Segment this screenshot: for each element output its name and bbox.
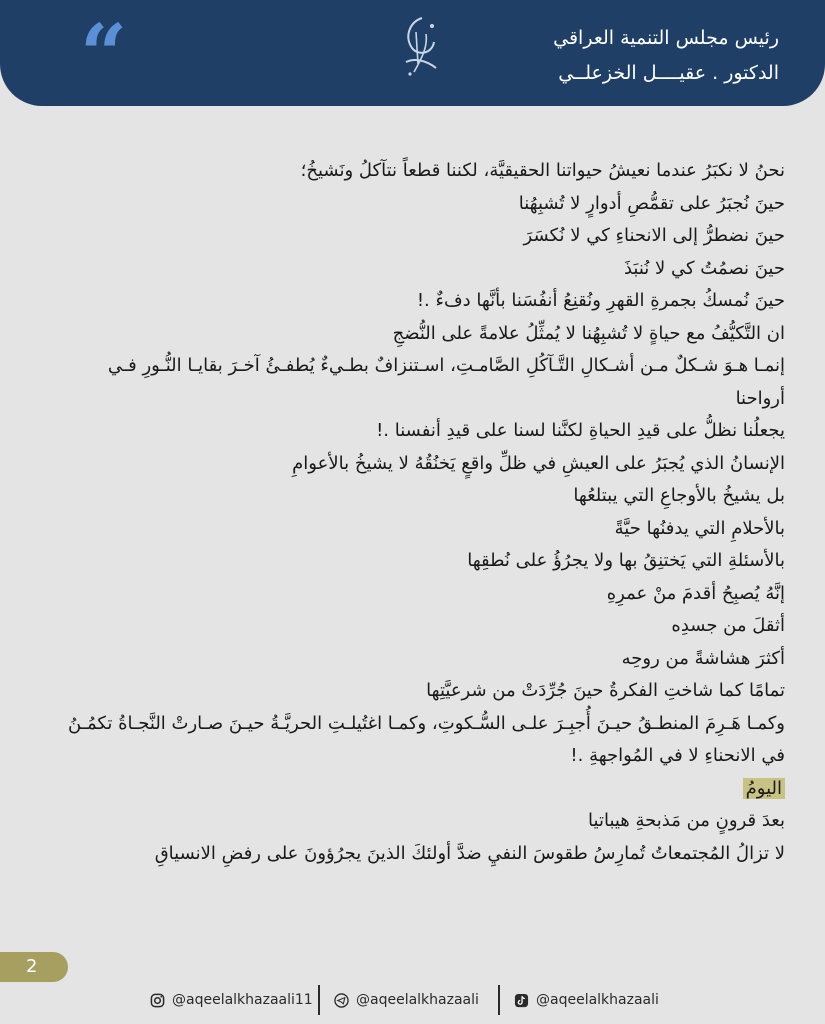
highlighted-word: اليومُ — [743, 778, 785, 799]
social-links — [0, 985, 825, 1015]
text-line: حينَ نصمُتُ كي لا نُنبَذَ — [623, 257, 785, 279]
instagram-handle: @aqeelalkhazaali11 — [172, 992, 313, 1008]
text-line: يجعلُنا نظلُّ على قيدِ الحياةِ لكنَّنا لسنا على قيدِ أنفسنا .! — [376, 420, 785, 441]
quote-icon: “ — [80, 7, 128, 103]
text-line: بل يشيخُ بالأوجاعِ التي يبتلعُها — [573, 485, 785, 506]
header-banner — [0, 0, 825, 106]
tiktok-handle: @aqeelalkhazaali — [536, 992, 659, 1008]
text-line: حينَ نُمسكُ بجمرةِ القهرِ ونُقنِعُ أنفُسَنا بأنَّها دفءٌ .! — [416, 290, 785, 311]
highlighted-line — [40, 773, 785, 806]
text-line: نحنُ لا نكبَرُ عندما نعيشُ حيواتنا الحقيقيَّة، لكننا قطعاً نتآكلُ ونَشيخُ؛ — [300, 160, 785, 181]
text-line: إنمـا هـوَ شـكلٌ مـن أشـكالِ التَّـآكُلِ الصَّامـتِ، اسـتنزافٌ بطـيءٌ يُطفـئُ آخـرَ بقايـا النُّـورِ فـي — [107, 355, 785, 376]
text-line: أكثرَ هشاشةً من روحِه — [621, 647, 785, 669]
text-line: إنَّهُ يُصبِحُ أقدمَ منْ عمرِهِ — [606, 582, 785, 604]
divider — [498, 985, 500, 1015]
tiktok-icon — [514, 993, 529, 1008]
text-line: أرواحنا — [735, 387, 785, 409]
page-number: 2 — [0, 952, 68, 982]
text-line: تمامًا كما شاختِ الفكرةُ حينَ جُرِّدَتْ من شرعيَّتِها — [426, 680, 785, 701]
text-line: وكمـا هَـرِمَ المنطـقُ حيـنَ أُجبِـرَ علـى السُّـكوتِ، وكمـا اغتُيلـتِ الحريَّـةُ حيـنَ صـارتْ النَّجـاةُ تكمُـنُ — [68, 712, 785, 734]
text-line: الإنسانُ الذي يُجبَرُ على العيشِ في ظلِّ واقعٍ يَخنُقُهُ لا يشيخُ بالأعوامِ — [292, 452, 785, 474]
text-line: بالأحلامِ التي يدفنُها حيَّةً — [614, 517, 785, 539]
text-line: بالأسئلةِ التي يَختنِقُ بها ولا يجرُؤُ على نُطقِها — [467, 550, 785, 571]
text-line: لا تزالُ المُجتمعاتُ تُمارِسُ طقوسَ النفيِ ضدَّ أولئكَ الذينَ يجرُؤونَ على رفضِ الانسياقِ — [154, 842, 785, 864]
text-line: بعدَ قرونٍ من مَذبحةِ هيباتيا — [588, 810, 785, 831]
article-body — [40, 155, 785, 870]
text-line: ان التَّكيُّفُ مع حياةٍ لا تُشبِهُنا لا يُمثِّلُ علامةً على النُّضجِ — [392, 322, 785, 344]
telegram-handle: @aqeelalkhazaali — [356, 992, 479, 1008]
ramadan-logo — [392, 12, 452, 84]
telegram-icon — [334, 993, 349, 1008]
text-line: أثقلَ من جسدِه — [671, 615, 785, 636]
instagram-icon — [150, 993, 165, 1008]
author-name: الدكتور . عقيــــل الخزعلــي — [558, 62, 779, 84]
divider — [318, 985, 320, 1015]
author-title: رئيس مجلس التنمية العراقي — [553, 27, 779, 49]
text-line: حينَ نُجبَرُ على تقمُّصِ أدوارٍ لا تُشبِهُنا — [518, 192, 785, 214]
text-line: حينَ نضطرُّ إلى الانحناءِ كي لا نُكسَرَ — [523, 225, 785, 246]
text-line: في الانحناءِ لا في المُواجهةِ .! — [570, 745, 785, 766]
